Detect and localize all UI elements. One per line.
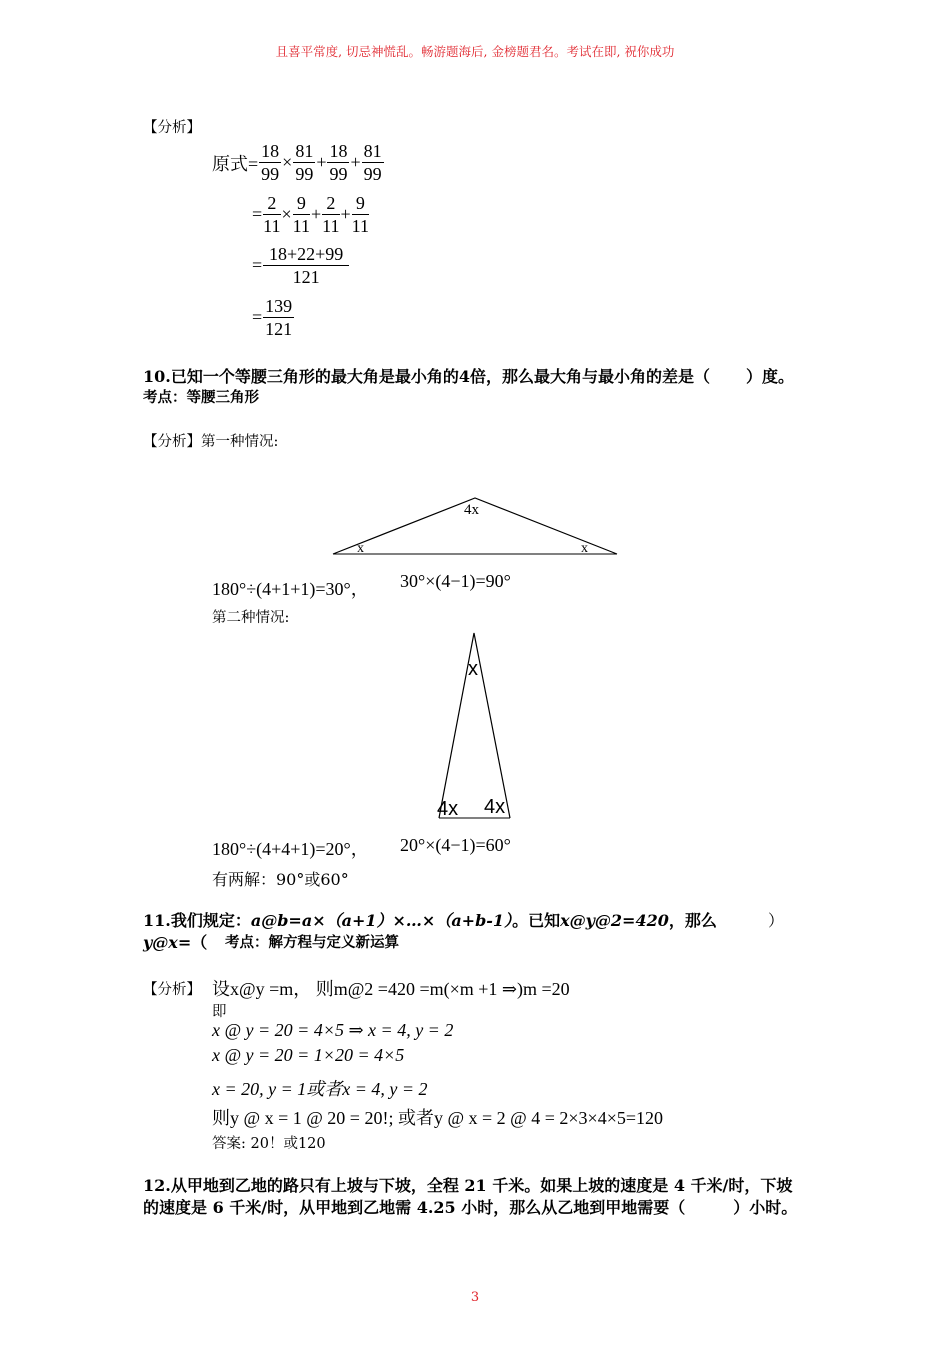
q11-line2: y@x=（ <box>143 933 208 952</box>
original-expression-label: 原式= <box>212 153 259 174</box>
q11-step3: x @ y = 20 = 4×5 ⇒ x = 4, y = 2 <box>212 1020 454 1040</box>
triangle1-top-angle: 4x <box>464 502 479 518</box>
q9-line1: 原式= $\frac{18}{99}$ × $\frac{81}{99}$ + $\frac{18}{99}$ + $\frac{81}{99}$ <box>212 141 382 184</box>
q10-answer: 有两解：90°或60° <box>212 870 349 889</box>
fraction: $\frac{9}{11}$ <box>292 193 310 236</box>
analysis-label: 【分析】 <box>143 982 201 998</box>
page-header: 且喜平常度, 切忌神慌乱。畅游题海后, 金榜题君名。考试在即, 祝你成功 <box>275 44 675 59</box>
triangle2-right-angle: 4x <box>484 796 506 818</box>
triangle-case-2 <box>430 628 520 820</box>
q11-step1: 设x@y =m， 则m@2 =420 =m(×m +1 ⇒)m =20 <box>212 979 570 999</box>
q11-step5: x = 20, y = 1或者x = 4, y = 2 <box>212 1079 428 1099</box>
q11-kaodian: 考点：解方程与定义新运算 <box>225 934 399 951</box>
q10-analysis: 【分析】第一种情况: <box>143 434 279 450</box>
q12-question-line2: 的速度是 6 千米/时，从甲地到乙地需 4.25 小时，那么从乙地到甲地需要（ ）小时。 <box>143 1198 798 1217</box>
calc-case2-a: 180°÷(4+4+1)=20°， <box>212 839 369 859</box>
fraction: $\frac{81}{99}$ <box>363 141 382 184</box>
fraction: $\frac{2}{11}$ <box>263 193 281 236</box>
q11-step6: 则y @ x = 1 @ 20 = 20!; 或者y @ x = 2 @ 4 = 2×3×4×5=120 <box>212 1108 664 1128</box>
triangle2-left-angle: 4x <box>437 798 459 820</box>
q11-step2: 即 <box>212 1004 227 1020</box>
question-number: 10. <box>143 367 171 386</box>
q9-line2: = $\frac{2}{11}$ × $\frac{9}{11}$ + $\frac{2}{11}$ + $\frac{9}{11}$ <box>252 193 369 236</box>
fraction: $\frac{139}{121}$ <box>265 296 293 339</box>
q10-question: 10.已知一个等腰三角形的最大角是最小角的4倍，那么最大角与最小角的差是（ ）度。 <box>143 367 795 386</box>
q11-paren-close: ） <box>768 911 785 930</box>
q11-question: 11.我们规定：a@b=a×（a+1）×…×（a+b-1）。已知x@y@2=420，那么 <box>143 911 717 930</box>
calc-case2-b: 20°×(4−1)=60° <box>400 835 511 855</box>
q11-step4: x @ y = 20 = 1×20 = 4×5 <box>212 1045 405 1065</box>
calc-case1-b: 30°×(4−1)=90° <box>400 571 511 591</box>
case2-label: 第二种情况: <box>212 610 290 626</box>
question-number: 12. <box>143 1176 171 1195</box>
question-number: 11. <box>143 911 171 930</box>
page-number: 3 <box>470 1290 480 1305</box>
calc-case1-a: 180°÷(4+1+1)=30°， <box>212 579 369 599</box>
fraction: $\frac{18+22+99}{121}$ <box>263 243 349 288</box>
triangle1-left-angle: x <box>357 541 364 556</box>
fraction: $\frac{18}{99}$ <box>329 141 348 184</box>
analysis-label: 【分析】 <box>143 120 201 136</box>
fraction: $\frac{81}{99}$ <box>295 141 314 184</box>
triangle1-right-angle: x <box>581 541 588 556</box>
q12-question-line1: 12.从甲地到乙地的路只有上坡与下坡，全程 21 千米。如果上坡的速度是 4 千米/时，下坡 <box>143 1176 793 1195</box>
q10-kaodian: 考点：等腰三角形 <box>143 389 259 406</box>
fraction: $\frac{2}{11}$ <box>322 193 340 236</box>
fraction: $\frac{18}{99}$ <box>261 141 280 184</box>
q9-line4: = $\frac{139}{121}$ <box>252 296 293 339</box>
q9-line3: = $\frac{18+22+99}{121}$ <box>252 243 350 288</box>
q11-answer: 答案: 20！或120 <box>212 1136 326 1152</box>
fraction: $\frac{9}{11}$ <box>351 193 369 236</box>
triangle2-top-angle: x <box>468 658 478 680</box>
